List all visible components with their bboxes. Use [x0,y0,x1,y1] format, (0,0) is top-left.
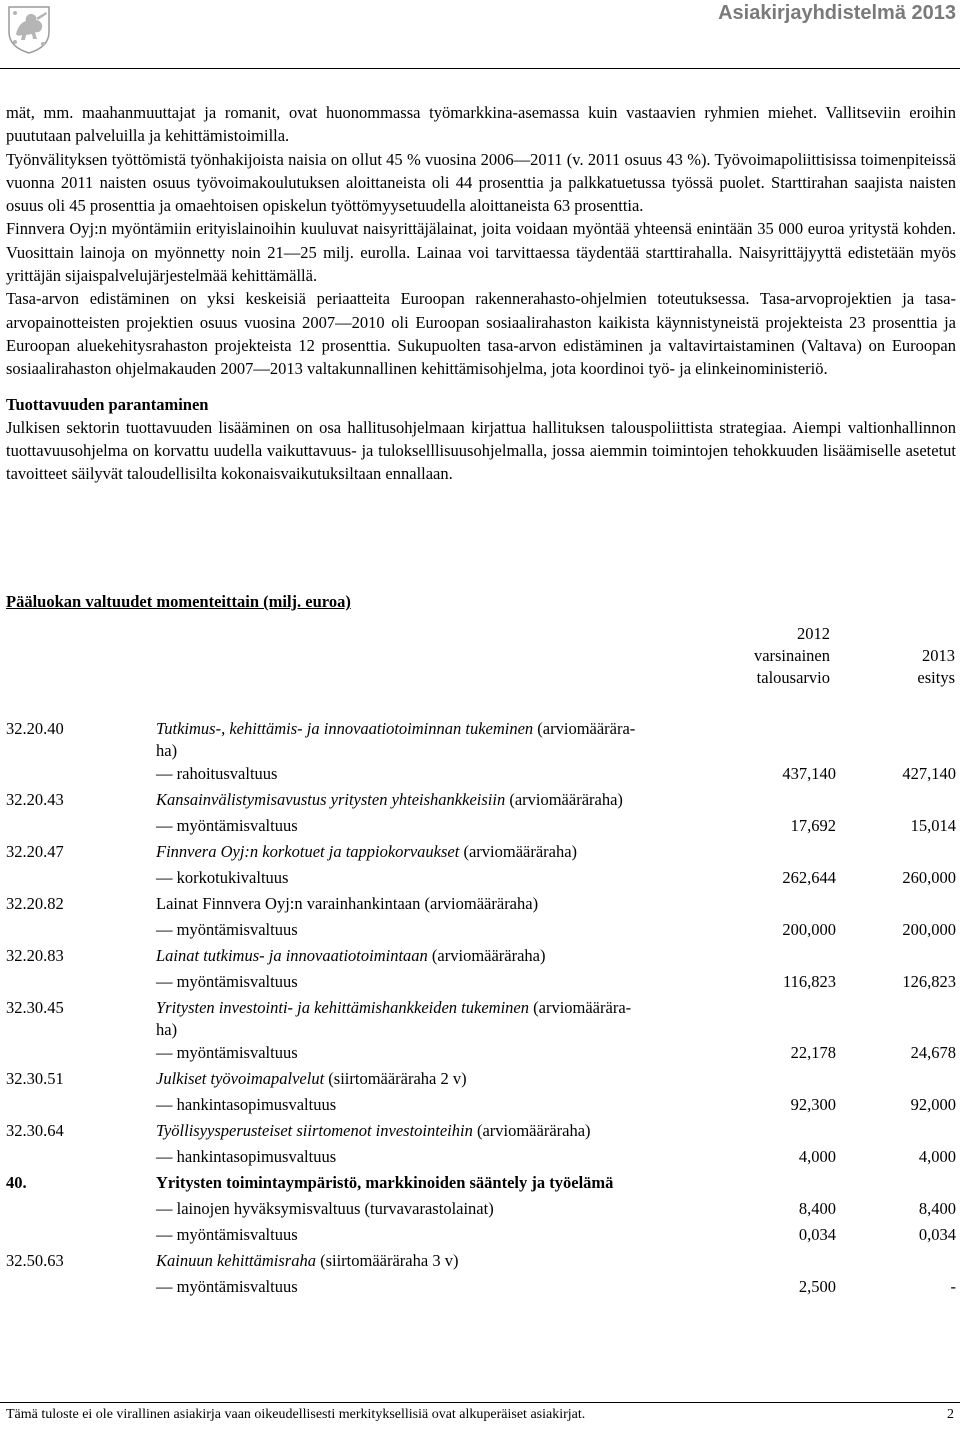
authorization-type: — myöntämisvaltuus [156,972,298,991]
value-2012: 0,034 [798,1225,836,1244]
value-2012: 262,644 [782,868,836,887]
item-code: 32.20.40 [6,719,64,738]
item-code: 32.30.51 [6,1069,64,1088]
item-title: Tutkimus-, kehittämis- ja innovaatiotoiminnan tukeminen [156,719,534,738]
item-type: Lainat Finnvera Oyj:n varainhankintaan (arviomääräraha) [156,894,539,913]
authorization-type: — myöntämisvaltuus [156,816,298,835]
authorization-type: — myöntämisvaltuus [156,1277,298,1296]
footer-divider [0,1402,960,1403]
header-divider [0,68,960,69]
value-2012: 17,692 [790,816,836,835]
authorization-type: — myöntämisvaltuus [156,920,298,939]
item-code: 32.20.83 [6,946,64,965]
authorization-type: — hankintasopimusvaltuus [156,1147,337,1166]
item-code: 32.20.47 [6,842,64,861]
value-2013: 24,678 [910,1043,956,1062]
value-2013: - [950,1277,956,1296]
value-2012: 4,000 [798,1147,836,1166]
column-header-line: varsinainen [753,646,830,665]
value-2012: 22,178 [790,1043,836,1062]
item-description [156,997,696,1041]
page-number: 2 [947,1407,954,1422]
authorization-type: — myöntämisvaltuus [156,1043,298,1062]
item-title: Yritysten investointi- ja kehittämishankkeiden tukeminen [156,998,529,1017]
item-description [156,1068,696,1090]
item-type-continued: ha) [156,1020,178,1039]
item-type: (siirtomääräraha 3 v) [315,1251,459,1270]
value-2012: 92,300 [790,1095,836,1114]
item-code: 32.30.64 [6,1121,64,1140]
finnish-lion-coat-of-arms-icon [6,4,52,54]
authorization-type: — korkotukivaltuus [156,868,289,887]
value-2013: 200,000 [902,920,956,939]
body-text [6,101,956,486]
value-2013: 15,014 [910,816,956,835]
item-code: 32.20.82 [6,894,64,913]
item-description [156,1172,696,1194]
column-header-line: esitys [917,668,955,687]
item-code: 32.20.43 [6,790,64,809]
column-header-line: 2012 [797,624,830,643]
value-2013: 8,400 [918,1199,956,1218]
item-type: (arviomääräraha) [427,946,546,965]
value-2013: 260,000 [902,868,956,887]
paragraph: mät, mm. maahanmuuttajat ja romanit, ovat huonommassa työmarkkina-asemassa kuin vastaavien ryhmien miehet. Vallitseviin eroihin puututaan palveluilla ja kehittämistoimilla. [6,103,956,146]
value-2012: 2,500 [798,1277,836,1296]
item-type-continued: ha) [156,741,178,760]
item-title: Kainuun kehittämisraha [156,1251,316,1270]
paragraph: Julkisen sektorin tuottavuuden lisääminen on osa hallitusohjelmaan kirjattua hallituksen talouspoliittista strategiaa. Aiempi valtionhallinnon tuottavuusohjelma on korvattu uudella vaikuttavuus- ja tulokselllisuusohjelmalla, jossa aiemmin toimintojen tehokkuuden lisäämiselle asetetut tavoitteet säilyvät taloudellisilta kokonaisvaikutuksiltaan ennallaan. [6,417,956,484]
section-heading: Tuottavuuden parantaminen [6,394,209,414]
column-header-line: talousarvio [756,668,830,687]
item-type: (arviomääräraha) [459,842,578,861]
column-header-2013 [855,645,955,689]
spacer [6,381,956,393]
value-2013: 4,000 [918,1147,956,1166]
item-title: Lainat tutkimus- ja innovaatiotoimintaan [156,946,428,965]
item-type: Yritysten toimintaympäristö, markkinoiden sääntely ja työelämä [156,1173,614,1192]
item-title: Julkiset työvoimapalvelut [156,1069,325,1088]
item-title: Työllisyysperusteiset siirtomenot investointeihin [156,1121,473,1140]
authorization-type: — lainojen hyväksymisvaltuus (turvavarastolainat) [156,1199,494,1218]
item-code: 32.30.45 [6,998,64,1017]
item-description [156,893,696,915]
page-header [0,0,960,80]
paragraph: Finnvera Oyj:n myöntämiin erityislainoihin kuuluvat naisyrittäjälainat, joita voidaan myöntää yhteensä enintään 35 000 euroa yritystä kohden. Vuosittain lainoja on myönnetty noin 21—25 milj. eurolla. Lainaa voi tarvittaessa täydentää starttirahalla. Naisyrittäjyyttä edistetään myös yrittäjän sijaispalvelujärjestelmää kehittämällä. [6,219,956,286]
value-2013: 427,140 [902,764,956,783]
column-header-2012 [720,623,830,689]
value-2013: 0,034 [918,1225,956,1244]
item-type: (arviomääräraha) [505,790,623,809]
value-2012: 437,140 [782,764,836,783]
item-description [156,945,696,967]
footer-disclaimer: Tämä tuloste ei ole virallinen asiakirja vaan oikeudellisesti merkityksellisiä ovat alkuperäiset asiakirjat. [6,1407,586,1422]
item-code: 40. [6,1173,27,1192]
authorization-type: — rahoitusvaltuus [156,764,278,783]
document-title: Asiakirjayhdistelmä 2013 [718,2,956,24]
value-2012: 8,400 [798,1199,836,1218]
item-description [156,789,696,811]
item-type: (siirtomääräraha 2 v) [324,1069,467,1088]
item-description [156,841,696,863]
value-2013: 92,000 [910,1095,956,1114]
item-type: (arviomäärära- [529,998,632,1017]
value-2012: 200,000 [782,920,836,939]
item-type: (arviomääräraha) [472,1121,591,1140]
paragraph: Tasa-arvon edistäminen on yksi keskeisiä periaatteita Euroopan rakennerahasto-ohjelmien toteutuksessa. Tasa-arvoprojektien ja tasa-arvopainotteisten projektien osuus vuosina 2007—2010 oli Euroopan sosiaalirahaston kaikista käynnistyneistä projekteista 23 prosenttia ja Euroopan aluekehitysrahaston projekteista 12 prosenttia. Sukupuolten tasa-arvon edistäminen ja valtavirtaistaminen (Valtava) on Euroopan sosiaalirahaston ohjelmakauden 2007—2013 valtakunnallinen kehittämisohjelma, jota koordinoi työ- ja elinkeinoministeriö. [6,289,956,379]
item-code: 32.50.63 [6,1251,64,1270]
table-title: Pääluokan valtuudet momenteittain (milj. euroa) [6,592,351,611]
column-header-line: 2013 [922,646,955,665]
item-description [156,1250,696,1272]
authorization-type: — myöntämisvaltuus [156,1225,298,1244]
item-title: Kansainvälistymisavustus yritysten yhteishankkeisiin [156,790,506,809]
item-title: Finnvera Oyj:n korkotuet ja tappiokorvaukset [156,842,460,861]
item-description [156,718,696,762]
paragraph: Työnvälityksen työttömistä työnhakijoista naisia on ollut 45 % vuosina 2006—2011 (v. 2011 osuus 43 %). Työvoimapoliittisissa toimenpiteissä vuonna 2011 naisten osuus työvoimakoulutuksen aloittaneista oli 44 prosenttia ja palkkatuetussa työssä puolet. Starttirahan saajista naisten osuus oli 45 prosenttia ja omaehtoisen opiskelun työttömyysetuudella aloittaneista 63 prosenttia. [6,149,956,216]
value-2013: 126,823 [902,972,956,991]
item-description [156,1120,696,1142]
item-type: (arviomäärära- [533,719,636,738]
value-2012: 116,823 [782,972,836,991]
authorization-type: — hankintasopimusvaltuus [156,1095,337,1114]
